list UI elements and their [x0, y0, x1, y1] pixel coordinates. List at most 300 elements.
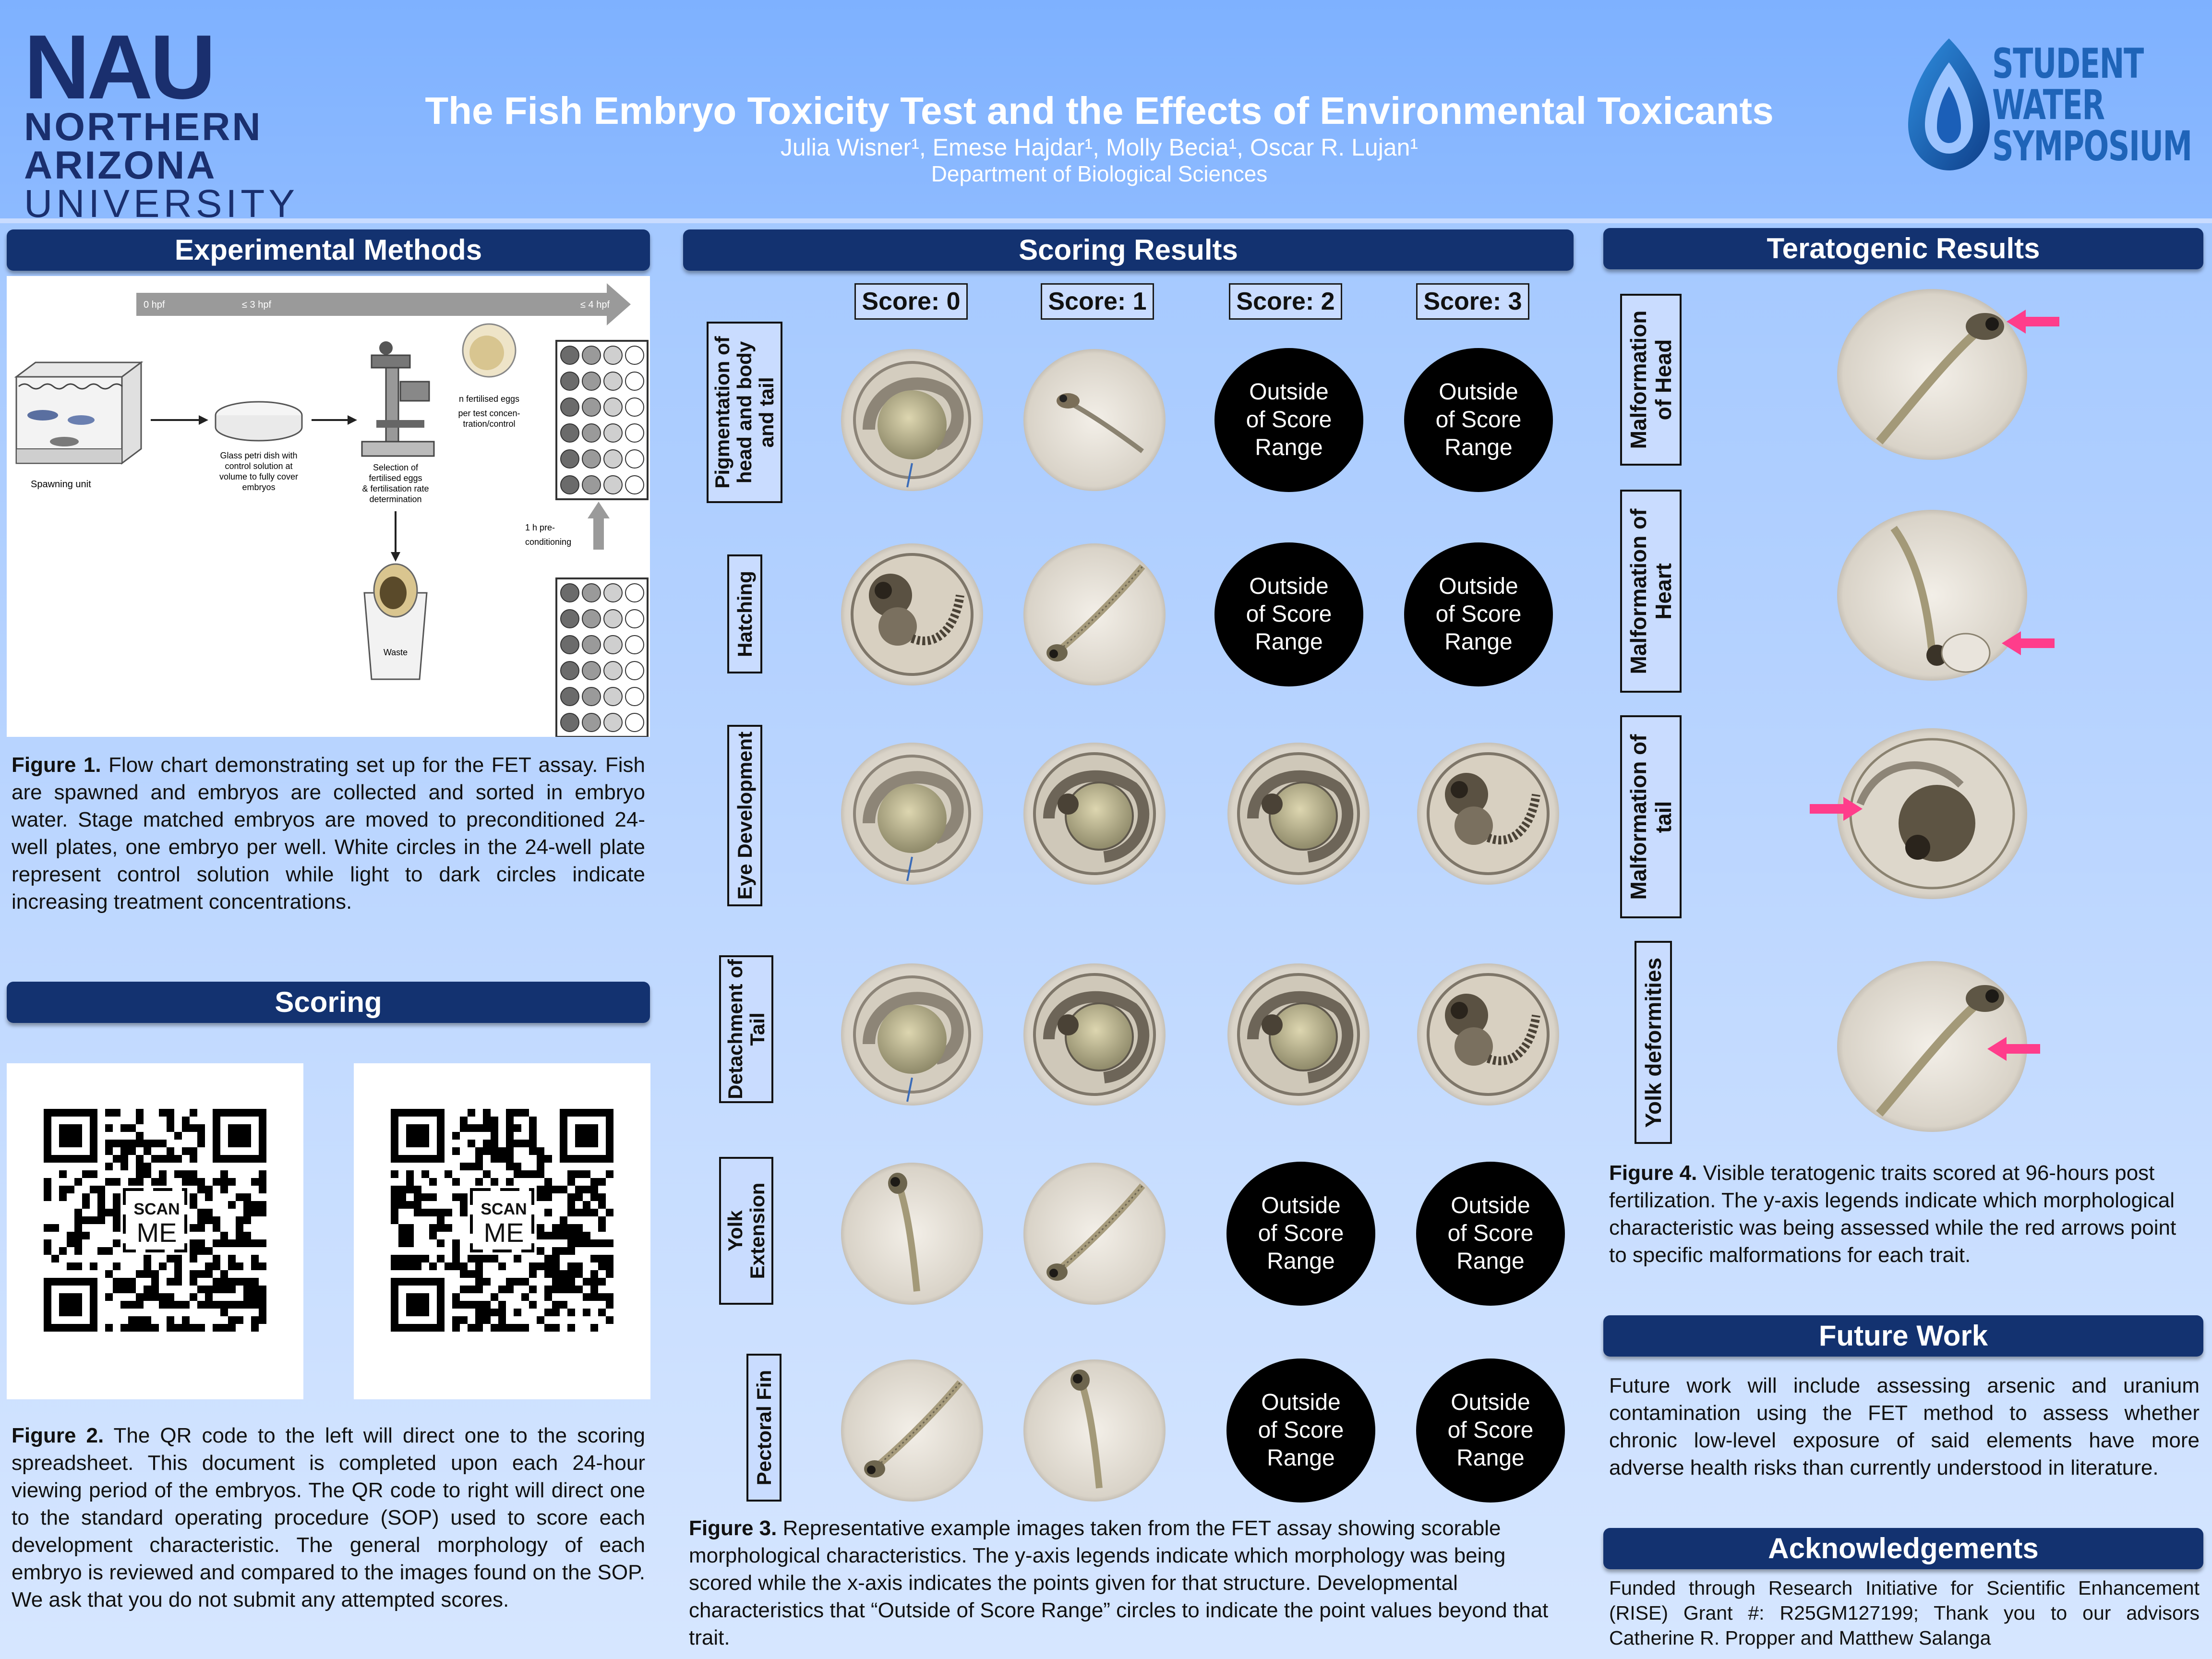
qr-module: [475, 1309, 483, 1316]
qr-module: [567, 1286, 575, 1293]
outside-range-hatching-score2: Outside of Score Range: [1214, 542, 1363, 686]
qr-module: [167, 1124, 174, 1132]
qr-module: [421, 1193, 429, 1201]
qr-module: [236, 1301, 243, 1309]
qr-module: [74, 1262, 82, 1270]
qr-module: [67, 1232, 74, 1239]
qr-finder-pattern: [59, 1124, 82, 1147]
plate-well: [604, 346, 622, 364]
qr-module: [575, 1270, 583, 1278]
qr-module: [537, 1163, 544, 1170]
qr-module: [575, 1193, 583, 1201]
qr-module: [529, 1147, 537, 1155]
qr-module: [468, 1301, 475, 1309]
qr-module: [151, 1278, 159, 1286]
preconditioning-arrow: [593, 516, 604, 550]
qr-module: [228, 1255, 236, 1262]
waste-label: Waste: [383, 648, 408, 657]
qr-module: [90, 1262, 97, 1270]
qr-module: [606, 1270, 613, 1278]
qr-module: [544, 1309, 552, 1316]
qr-module: [190, 1178, 197, 1186]
qr-module: [391, 1255, 398, 1262]
qr-module: [120, 1147, 128, 1155]
microscope-icon: [362, 341, 434, 456]
qr-module: [575, 1232, 583, 1239]
qr-module: [197, 1124, 205, 1132]
qr-module: [606, 1255, 613, 1262]
qr-module: [174, 1155, 182, 1163]
qr-module: [606, 1209, 613, 1216]
qr-module: [236, 1262, 243, 1270]
plate-well: [604, 610, 622, 628]
qr-module: [136, 1163, 144, 1170]
qr-module: [67, 1239, 74, 1247]
plate-well: [604, 636, 622, 654]
qr-module: [59, 1170, 67, 1178]
qr-module: [136, 1293, 144, 1301]
qr-module: [537, 1316, 544, 1324]
qr-finder-pattern: [406, 1124, 429, 1147]
qr2-scan-text: SCAN: [481, 1200, 527, 1218]
teratogenic-image-head: [1836, 288, 2028, 461]
eggs-label-3: tration/control: [463, 419, 516, 429]
qr-module: [220, 1239, 228, 1247]
qr-module: [514, 1109, 521, 1117]
qr-module: [606, 1316, 613, 1324]
figure1-text: Flow chart demonstrating set up for the FET assay. Fish are spawned and embryos are collected and sorted in embryo water. Stage matched embryos are moved to preconditioned 24-well plates, one embryo per well. White circles in the 24-well plate represent control solution while light to dark circles indicate increasing treatment concentrations.: [12, 753, 646, 914]
qr-code-scoring-spreadsheet[interactable]: [7, 1063, 303, 1399]
qr-module: [498, 1309, 506, 1316]
qr-module: [174, 1132, 182, 1140]
row-label-eye-development: Eye Development: [727, 725, 762, 906]
qr-module: [120, 1140, 128, 1147]
qr-module: [437, 1216, 445, 1224]
qr-module: [105, 1140, 113, 1147]
teratogenic-results-heading: Teratogenic Results: [1603, 228, 2203, 269]
qr-module: [491, 1309, 498, 1316]
qr-module: [552, 1270, 560, 1278]
qr-module: [606, 1170, 613, 1178]
qr-module: [529, 1270, 537, 1278]
qr-module: [429, 1262, 437, 1270]
figure1-caption: [12, 751, 645, 915]
qr-module: [190, 1278, 197, 1286]
qr-module: [251, 1201, 259, 1209]
plate-well: [625, 346, 644, 364]
qr-module: [182, 1124, 190, 1132]
qr-module: [498, 1316, 506, 1324]
plate-well: [582, 713, 601, 732]
qr-module: [483, 1301, 491, 1309]
qr-module: [74, 1224, 82, 1232]
qr-module: [74, 1216, 82, 1224]
qr-module: [259, 1286, 266, 1293]
qr-module: [483, 1255, 491, 1262]
qr-module: [529, 1286, 537, 1293]
qr-module: [113, 1155, 120, 1163]
qr-module: [491, 1255, 498, 1262]
qr-module: [575, 1209, 583, 1216]
qr-module: [213, 1255, 220, 1262]
qr-module: [560, 1216, 567, 1224]
qr-module: [113, 1193, 120, 1201]
timeline-bar: [136, 293, 607, 316]
plate-well: [582, 372, 601, 390]
petri-label-1: Glass petri dish with: [220, 451, 298, 460]
qr-module: [228, 1178, 236, 1186]
figure3-caption: [689, 1515, 1567, 1651]
qr-module: [105, 1163, 113, 1170]
qr-module: [468, 1140, 475, 1147]
qr-code-sop[interactable]: [354, 1063, 650, 1399]
qr-module: [190, 1293, 197, 1301]
qr-module: [197, 1239, 205, 1247]
qr-module: [120, 1278, 128, 1286]
qr-module: [167, 1293, 174, 1301]
qr-module: [590, 1186, 598, 1193]
plate-well: [604, 661, 622, 680]
embryo-image-eye-score2: [1226, 742, 1370, 886]
qr-module: [414, 1255, 421, 1262]
qr-module: [151, 1155, 159, 1163]
qr-module: [414, 1201, 421, 1209]
qr-module: [598, 1201, 606, 1209]
qr-module: [468, 1124, 475, 1132]
poster-authors: Julia Wisner¹, Emese Hajdar¹, Molly Becia¹, Oscar R. Lujan¹: [780, 134, 1419, 161]
qr-module: [243, 1239, 251, 1247]
qr-module: [144, 1170, 151, 1178]
qr-module: [213, 1301, 220, 1309]
row-label-pigmentation: Pigmentation of head and body and tail: [707, 322, 782, 503]
outside-range-pigmentation-score2: Outside of Score Range: [1214, 348, 1363, 492]
preconditioning-label-2: conditioning: [525, 537, 572, 547]
qr-module: [468, 1286, 475, 1293]
qr-module: [205, 1293, 213, 1301]
qr-module: [82, 1232, 90, 1239]
qr-module: [414, 1186, 421, 1193]
nau-logo-line1: NORTHERN: [24, 105, 263, 149]
qr-module: [128, 1278, 136, 1286]
qr-module: [236, 1224, 243, 1232]
qr-module: [506, 1132, 514, 1140]
sws-word-water: WATER: [1992, 81, 2104, 129]
qr-module: [197, 1132, 205, 1140]
qr-module: [213, 1278, 220, 1286]
qr-module: [521, 1324, 529, 1332]
qr-module: [190, 1155, 197, 1163]
qr-module: [197, 1301, 205, 1309]
qr-module: [452, 1301, 460, 1309]
poster-title: The Fish Embryo Toxicity Test and the Effects of Environmental Toxicants: [425, 89, 1774, 132]
qr-module: [251, 1286, 259, 1293]
qr-module: [567, 1224, 575, 1232]
qr-module: [421, 1209, 429, 1216]
qr-module: [182, 1170, 190, 1178]
qr-module: [151, 1178, 159, 1186]
outside-range-pectoral-score2: Outside of Score Range: [1226, 1358, 1375, 1503]
qr-module: [243, 1216, 251, 1224]
qr-module: [575, 1186, 583, 1193]
qr-module: [529, 1124, 537, 1132]
qr-module: [90, 1216, 97, 1224]
qr-module: [514, 1278, 521, 1286]
qr-module: [514, 1163, 521, 1170]
qr-module: [544, 1232, 552, 1239]
qr-module: [243, 1201, 251, 1209]
plate-well: [561, 346, 579, 364]
qr-module: [144, 1286, 151, 1293]
qr-module: [391, 1186, 398, 1193]
embryo-image-pigmentation-score0: [840, 348, 984, 492]
selection-label-3: & fertilisation rate: [362, 484, 429, 493]
qr-module: [575, 1286, 583, 1293]
qr-module: [583, 1201, 590, 1209]
qr-module: [167, 1147, 174, 1155]
qr-module: [144, 1147, 151, 1155]
qr-module: [190, 1170, 197, 1178]
qr-module: [590, 1209, 598, 1216]
qr-module: [598, 1216, 606, 1224]
qr-module: [44, 1239, 51, 1247]
qr-module: [159, 1301, 167, 1309]
qr-module: [460, 1270, 468, 1278]
embryo-image-detachment-score3: [1416, 962, 1560, 1106]
qr-module: [483, 1278, 491, 1286]
timeline-label-0hpf: 0 hpf: [144, 300, 165, 310]
qr-module: [560, 1232, 567, 1239]
qr-module: [136, 1324, 144, 1332]
row-label-hatching: Hatching: [727, 554, 762, 673]
qr-module: [475, 1301, 483, 1309]
qr-module: [590, 1239, 598, 1247]
plate-well: [604, 398, 622, 416]
plate-well: [604, 450, 622, 468]
qr-module: [514, 1140, 521, 1147]
qr-module: [567, 1247, 575, 1255]
qr-module: [251, 1255, 259, 1262]
qr-module: [144, 1255, 151, 1262]
qr-module: [483, 1316, 491, 1324]
qr-module: [159, 1170, 167, 1178]
qr-module: [598, 1255, 606, 1262]
teratogenic-image-tail: [1836, 727, 2028, 900]
qr-module: [190, 1193, 197, 1201]
qr-module: [205, 1186, 213, 1193]
qr-module: [220, 1186, 228, 1193]
well-plate-bottom: [556, 578, 648, 737]
qr-module: [197, 1247, 205, 1255]
qr-module: [398, 1186, 406, 1193]
qr-module: [429, 1224, 437, 1232]
figure4-label: Figure 4.: [1609, 1161, 1697, 1185]
figure4-text: Visible teratogenic traits scored at 96-hours post fertilization. The y-axis legends indicate which morphological characteristic was being assessed while the red arrows point to specific malformations for each trait.: [1609, 1161, 2176, 1267]
qr-module: [259, 1239, 266, 1247]
qr-module: [205, 1193, 213, 1201]
plate-well: [561, 424, 579, 442]
nau-logo: [24, 16, 299, 226]
qr-module: [144, 1316, 151, 1324]
qr-module: [151, 1293, 159, 1301]
qr-module: [590, 1278, 598, 1286]
qr1-scan-text: SCAN: [133, 1200, 180, 1218]
qr-module: [113, 1239, 120, 1247]
qr-module: [498, 1324, 506, 1332]
qr-module: [537, 1193, 544, 1201]
qr-module: [491, 1155, 498, 1163]
qr-module: [506, 1147, 514, 1155]
plate-well: [604, 424, 622, 442]
red-arrow-yolk-icon: [1987, 1034, 2040, 1063]
qr-module: [136, 1109, 144, 1117]
qr-module: [174, 1255, 182, 1262]
qr-module: [259, 1201, 266, 1209]
qr-module: [167, 1301, 174, 1309]
qr-module: [544, 1155, 552, 1163]
plate-well: [625, 398, 644, 416]
qr-module: [598, 1193, 606, 1201]
future-work-text: Future work will include assessing arsenic and uranium contamination using the FET method to assess whether chronic low-level exposure of said elements have more adverse health risks than currently understood in literature.: [1609, 1374, 2200, 1479]
qr-module: [174, 1324, 182, 1332]
qr-module: [414, 1209, 421, 1216]
scoring-heading: Scoring: [7, 982, 650, 1023]
outside-range-pigmentation-score3: Outside of Score Range: [1404, 348, 1553, 492]
qr-module: [251, 1262, 259, 1270]
qr-module: [506, 1155, 514, 1163]
nau-logo-line3: UNIVERSITY: [24, 182, 299, 226]
row-label-yolk-extension: Yolk Extension: [719, 1157, 773, 1305]
qr-module: [159, 1109, 167, 1117]
qr-module: [544, 1193, 552, 1201]
qr-module: [529, 1117, 537, 1124]
qr-module: [391, 1209, 398, 1216]
qr-module: [491, 1293, 498, 1301]
qr-module: [59, 1186, 67, 1193]
qr-module: [590, 1286, 598, 1293]
qr-module: [113, 1216, 120, 1224]
qr-module: [197, 1324, 205, 1332]
qr-module: [136, 1178, 144, 1186]
qr-module: [44, 1178, 51, 1186]
figure2-caption: [12, 1422, 645, 1613]
qr-module: [406, 1170, 414, 1178]
qr-module: [128, 1301, 136, 1309]
qr-module: [560, 1278, 567, 1286]
qr-module: [475, 1255, 483, 1262]
embryo-image-hatching-score1: [1022, 542, 1166, 686]
qr-module: [251, 1209, 259, 1216]
qr-module: [475, 1262, 483, 1270]
qr-module: [491, 1324, 498, 1332]
qr-module: [460, 1193, 468, 1201]
qr-module: [205, 1301, 213, 1309]
qr-module: [521, 1293, 529, 1301]
qr-module: [537, 1224, 544, 1232]
qr-module: [567, 1324, 575, 1332]
qr-module: [228, 1278, 236, 1286]
figure2-text: The QR code to the left will direct one to the scoring spreadsheet. This document is completed upon each 24-hour viewing period of the embryos. The QR code to right will direct one to the standard operating procedure (SOP) used to score each development characteristic. The general morphology of each embryo is reviewed and compared to the images found on the SOP. We ask that you do not submit any attempted scores.: [12, 1424, 645, 1611]
qr-module: [144, 1262, 151, 1270]
qr-module: [452, 1132, 460, 1140]
acknowledgements-heading: Acknowledgements: [1603, 1528, 2203, 1569]
qr-module: [506, 1324, 514, 1332]
qr-module: [236, 1232, 243, 1239]
qr-module: [205, 1286, 213, 1293]
qr-module: [514, 1255, 521, 1262]
qr-module: [259, 1309, 266, 1316]
qr-module: [491, 1140, 498, 1147]
qr-module: [575, 1224, 583, 1232]
qr-module: [190, 1255, 197, 1262]
qr-module: [167, 1155, 174, 1163]
qr-module: [90, 1186, 97, 1193]
qr-module: [552, 1224, 560, 1232]
plate-well: [625, 713, 644, 732]
outside-range-yolk-extension-score3: Outside of Score Range: [1416, 1162, 1565, 1306]
qr-module: [506, 1286, 514, 1293]
qr-module: [136, 1170, 144, 1178]
qr-module: [67, 1186, 74, 1193]
qr-module: [120, 1324, 128, 1332]
qr-module: [537, 1247, 544, 1255]
qr-module: [598, 1178, 606, 1186]
qr-module: [197, 1270, 205, 1278]
qr-module: [583, 1293, 590, 1301]
qr-module: [259, 1262, 266, 1270]
qr-module: [445, 1224, 452, 1232]
qr-module: [251, 1293, 259, 1301]
qr-module: [590, 1324, 598, 1332]
qr-module: [136, 1155, 144, 1163]
qr-module: [259, 1316, 266, 1324]
figure3-text: Representative example images taken from the FET assay showing scorable morphological characteristics. The y-axis legends indicate which morphology was being scored while the x-axis indicates the points given for that structure. Developmental characteristics that “Outside of Score Range” circles to indicate the point values beyond that trait.: [689, 1516, 1549, 1649]
qr-module: [506, 1163, 514, 1170]
spawning-unit-label: Spawning unit: [31, 479, 91, 490]
qr-module: [414, 1193, 421, 1201]
petri-dish-icon: [216, 402, 302, 441]
qr-module: [213, 1324, 220, 1332]
waste-beaker-icon: [364, 564, 427, 679]
qr-module: [506, 1124, 514, 1132]
qr-module: [491, 1147, 498, 1155]
plate-well: [625, 661, 644, 680]
qr-module: [506, 1109, 514, 1117]
qr-module: [113, 1178, 120, 1186]
qr-module: [529, 1170, 537, 1178]
plate-well: [625, 372, 644, 390]
qr-module: [437, 1239, 445, 1247]
qr-module: [552, 1262, 560, 1270]
qr-module: [491, 1117, 498, 1124]
qr-module: [398, 1224, 406, 1232]
figure3-label: Figure 3.: [689, 1516, 777, 1540]
red-arrow-tail-icon: [1810, 794, 1863, 823]
qr-module: [460, 1124, 468, 1132]
qr-module: [182, 1117, 190, 1124]
qr-module: [391, 1262, 398, 1270]
qr-module: [251, 1178, 259, 1186]
qr-module: [213, 1178, 220, 1186]
qr-module: [197, 1286, 205, 1293]
qr-module: [228, 1239, 236, 1247]
plate-well: [625, 636, 644, 654]
qr-module: [452, 1293, 460, 1301]
qr-finder-pattern: [228, 1124, 251, 1147]
qr-module: [136, 1316, 144, 1324]
plate-well: [604, 372, 622, 390]
qr-module: [560, 1186, 567, 1193]
qr-module: [567, 1239, 575, 1247]
